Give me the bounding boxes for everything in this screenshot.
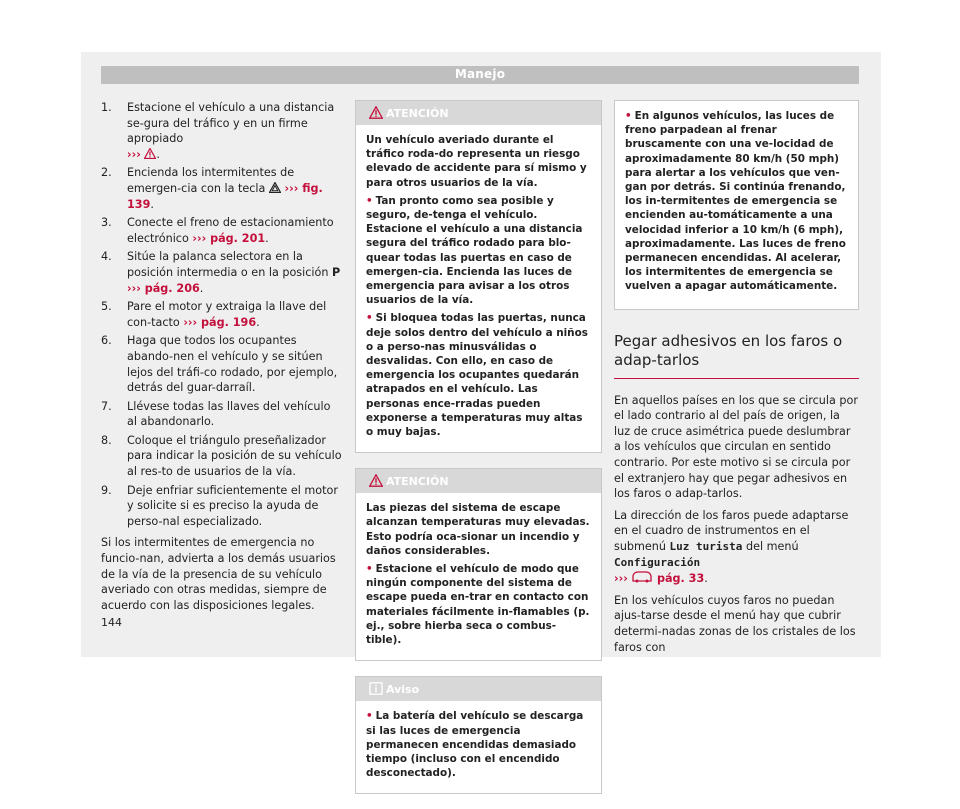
car-settings-icon [631,570,653,583]
notice-box [355,676,602,794]
info-icon [369,682,383,695]
notice-title: Aviso [386,683,420,697]
warning-body: Un vehículo averiado durante el tráfico roda-do representa un riesgo elevado de accidente para sí mismo y para otros usuarios de la vía. • Tan pronto como sea posible y seguro, de-tenga el vehículo. Estacione el vehículo a una distancia segura del tráfico rodado para blo-quear todas las puertas en caso de emergen-cia. Encienda las luces de emergencia para avisar a los otros usuarios de la vía. • Si bloquea todas las puertas, nunca deje solos dentro del vehículo a niños o a perso-nas minusválidas o desvalidas. Con ello, en caso de emergencia los ocupantes quedarán atrapados en el vehículo. Las personas ence-rradas pueden exponerse a temperaturas muy altas o muy bajas. [356,125,601,452]
warning-triangle-icon [369,106,383,119]
continued-box [614,100,859,310]
figure-reference-link[interactable]: ››› fig. 139 [127,181,323,211]
bullet-icon: • [366,312,373,325]
list-item: • Tan pronto como sea posible y seguro, de-tenga el vehículo. Estacione el vehículo a una distancia segura del tráfico rodado para blo-quear todas las puertas en caso de emergen-cia. Encienda las luces de emergencia para avisar a los otros usuarios de la vía. [366,194,583,307]
hazard-button-icon [269,182,281,193]
cross-reference-arrow[interactable]: ››› [614,572,628,586]
section-title: Manejo [454,67,506,81]
list-item: • Si bloquea todas las puertas, nunca deje solos dentro del vehículo a niños o a perso-nas minusválidas o desvalidas. Con ello, en caso de emergencia los ocupantes quedarán atrapados en el vehículo. Las personas ence-rradas pueden exponerse a temperaturas muy altas o muy bajas. [366,312,588,439]
bullet-icon: • [366,710,373,723]
list-item: 7. Llévese todas las llaves del vehículo al abandonarlo. [101,399,331,429]
paragraph: En los vehículos cuyos faros no puedan ajus-tarse desde el menú hay que cubrir determi-nadas zonas de los cristales de los faros con [614,593,856,654]
list-item: 5. Pare el motor y extraiga la llave del con-tacto ››› pág. 196. [101,300,327,329]
paragraph: En aquellos países en los que se circula por el lado contrario al del país de origen, la luz de cruce asimétrica puede deslumbrar a los vehículos que circulan en sentido contrario. Por este motivo si se circula por el extranjero hay que pegar adhesivos en los faros o adap-tarlos. [614,393,858,501]
bullet-icon: • [366,194,373,207]
list-item: • En algunos vehículos, las luces de freno parpadean al frenar bruscamente con una ve-locidad de aproximadamente 80 km/h (50 mph) para alertar a los vehículos que ven-gan por detrás. Si continúa frenando, los in-termitentes de emergencia se encienden au-tomáticamente a una velocidad inferior a 10 km/h (6 mph), aproximadamente. Las luces de freno permanecen encendidas. Al acelerar, los intermitentes de emergencia se vuelven a apagar automáticamente. [625,110,846,293]
paragraph: La dirección de los faros puede adaptarse en el cuadro de instrumentos en el submenú Luz turista del menú Configuración ››› pág. 33. [614,508,849,586]
list-item: 8. Coloque el triángulo preseñalizador para indicar la posición de su vehículo al res-to de usuarios de la vía. [101,433,342,479]
warning-box [355,100,602,453]
list-item: • La batería del vehículo se descarga si las luces de emergencia permanecen encendidas demasiado tiempo (incluso con el encendido desconectado). [366,710,584,780]
steps-list [101,100,343,529]
page-reference-link[interactable]: ››› pág. 201 [192,231,266,245]
page-reference-link[interactable]: ››› pág. 206 [127,281,200,295]
list-item: 6. Haga que todos los ocupantes abando-nen el vehículo y se sitúen lejos del tráfi-co rodado, por ejemplo, detrás del guar-darraíl. [101,334,338,395]
bullet-icon: • [625,110,632,122]
closing-paragraph: Si los intermitentes de emergencia no funcio-nan, advierta a los demás usuarios de la vía de la presencia de su vehículo averiado con otras medidas, siempre de acuerdo con las disposiciones legales. [101,536,336,612]
header-bar [101,66,859,84]
column-left [101,100,343,613]
page-number: 144 [101,616,122,629]
menu-configuracion: Configuración [614,555,701,569]
notice-header [356,677,601,701]
list-item: 9. Deje enfriar suficientemente el motor y solicite si es preciso la ayuda de perso-nal especializado. [101,483,338,528]
section-heading: Pegar adhesivos en los faros o adap-tarlos [614,332,859,379]
list-item: 4. Sitúe la palanca selectora en la posición intermedia o en la posición P ››› pág. 206. [101,250,341,295]
warning-triangle-icon [369,474,383,487]
warning-header [356,101,601,125]
cross-reference-link[interactable]: ››› [127,147,141,161]
list-item: • Estacione el vehículo de modo que ningún componente del sistema de escape pueda en-trar en contacto con materiales fácilmente in-flamables (p. ej., sobre hierba seca o combus-tible). [366,563,590,647]
list-item: 3. Conecte el freno de estacionamiento electrónico ››› pág. 201. [101,216,334,245]
warning-title: ATENCIÓN [386,475,449,489]
page-reference-link[interactable]: pág. 33 [656,572,705,586]
warning-title: ATENCIÓN [386,107,449,120]
list-item: 2. Encienda los intermitentes de emergen-cia con la tecla ››› fig. 139. [101,166,323,211]
menu-item-luz-turista: Luz turista [669,539,743,553]
warning-box [355,468,602,661]
column-middle [355,100,602,809]
section-body [614,393,859,656]
warning-body: Las piezas del sistema de escape alcanzan temperaturas muy elevadas. Esto podría oca-sionar un incendio y daños considerables. • Estacione el vehículo de modo que ningún componente del sistema de escape pueda en-trar en contacto con materiales fácilmente in-flamables (p. ej., sobre hierba seca o combus-tible). [366,502,590,647]
warning-triangle-icon [144,148,156,159]
list-item: 1. Estacione el vehículo a una distancia se-gura del tráfico y en un firme apropiado ››› . [101,101,335,161]
column-right [614,100,859,661]
bullet-icon: • [366,563,373,576]
notice-body [356,701,601,793]
continued-box-body [615,101,858,309]
page-reference-link[interactable]: ››› pág. 196 [183,315,257,329]
warning-header [356,469,601,493]
